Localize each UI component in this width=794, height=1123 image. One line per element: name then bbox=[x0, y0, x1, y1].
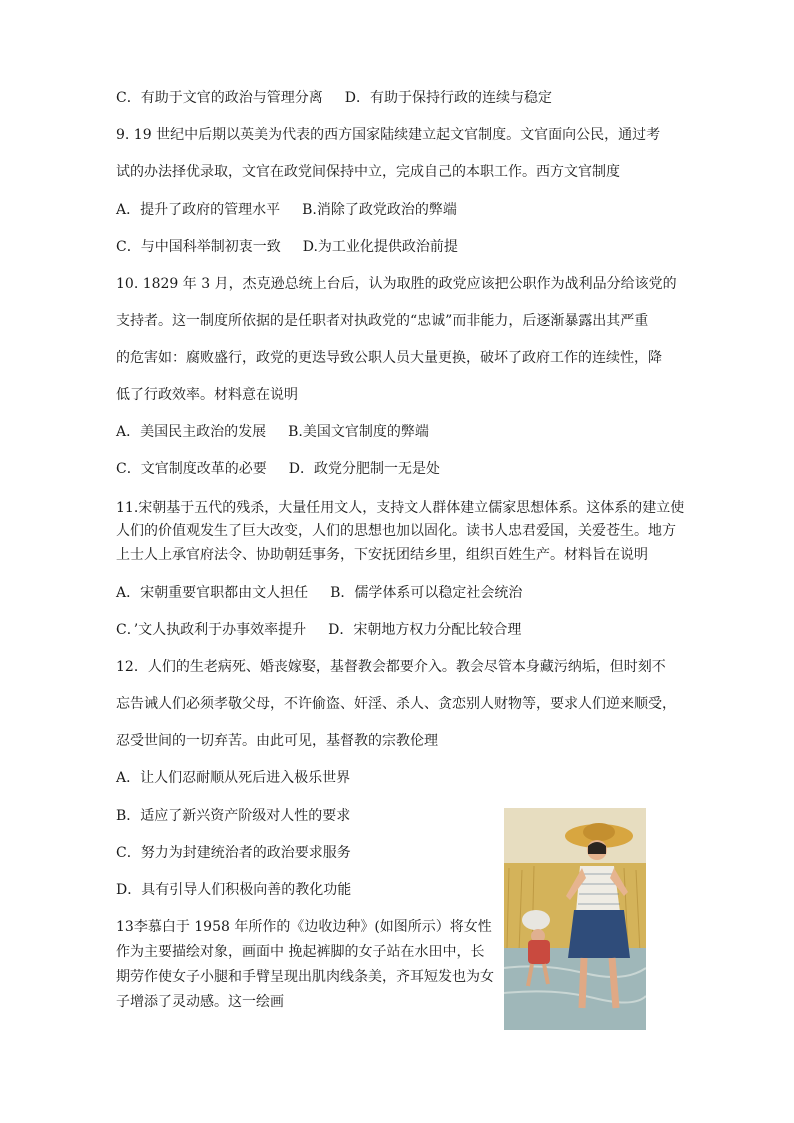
q8-option-d: D．有助于保持行政的连续与稳定 bbox=[344, 90, 552, 106]
q10-option-a: A．美国民主政治的发展 bbox=[116, 424, 267, 440]
q10-options-cd bbox=[116, 460, 440, 478]
q10-option-b: B.美国文官制度的弊端 bbox=[288, 424, 429, 440]
q10-option-d: D．政党分肥制一无是处 bbox=[288, 461, 440, 477]
q13-stem-line3: 期劳作使女子小腿和手臂呈现出肌肉线条美，齐耳短发也为女 bbox=[116, 969, 494, 985]
q11-stem-line3: 上士人上承官府法令、协助朝廷事务，下安抚团结乡里，组织百姓生产。材料旨在说明 bbox=[116, 547, 648, 563]
q11-option-a: A．宋朝重要官职都由文人担任 bbox=[116, 585, 309, 601]
q13-stem-line2: 作为主要描绘对象，画面中 挽起裤脚的女子站在水田中，长 bbox=[116, 944, 485, 960]
q11-option-c: C．’文人执政利于办事效率提升 bbox=[116, 622, 307, 638]
q8-options-cd bbox=[116, 89, 552, 107]
q11-options-cd bbox=[116, 621, 521, 639]
q12-option-a: A．让人们忍耐顺从死后进入极乐世界 bbox=[116, 770, 351, 786]
q10-stem-line4: 低了行政效率。材料意在说明 bbox=[116, 387, 298, 403]
painting-artwork bbox=[504, 808, 646, 1030]
q11-option-d: D．宋朝地方权力分配比较合理 bbox=[328, 622, 522, 638]
q11-stem-line1: 11.宋朝基于五代的残杀，大量任用文人，支持文人群体建立儒家思想体系。这体系的建立使 bbox=[116, 500, 685, 516]
q11-option-b: B．儒学体系可以稳定社会统治 bbox=[330, 585, 523, 601]
q10-stem-line1: 10. 1829 年 3 月，杰克逊总统上台后，认为取胜的政党应该把公职作为战利品分给该党的 bbox=[116, 276, 677, 292]
q12-option-b: B．适应了新兴资产阶级对人性的要求 bbox=[116, 808, 351, 824]
q11-stem-line2: 人们的价值观发生了巨大改变，人们的思想也加以固化。读书人忠君爱国，关爱苍生。地方 bbox=[116, 523, 676, 539]
q12-stem-line3: 忍受世间的一切弃苦。由此可见，基督教的宗教伦理 bbox=[116, 733, 438, 749]
q12-option-d: D．具有引导人们积极向善的教化功能 bbox=[116, 882, 352, 898]
q9-stem-line2: 试的办法择优录取，文官在政党间保持中立，完成自己的本职工作。西方文官制度 bbox=[116, 164, 620, 180]
q9-stem-line1: 9. 19 世纪中后期以英美为代表的西方国家陆续建立起文官制度。文官面向公民，通过考 bbox=[116, 127, 661, 143]
q9-options-ab bbox=[116, 201, 457, 219]
q12-option-c: C．努力为封建统治者的政治要求服务 bbox=[116, 845, 351, 861]
q10-stem-line3: 的危害如：腐败盛行，政党的更迭导致公职人员大量更换，破坏了政府工作的连续性，降 bbox=[116, 350, 662, 366]
q8-option-c: C．有助于文官的政治与管理分离 bbox=[116, 90, 323, 106]
q9-options-cd bbox=[116, 238, 458, 256]
q12-stem-line2: 忘告诫人们必须孝敬父母，不许偷盗、奸淫、杀人、贪恋别人财物等，要求人们逆来顺受， bbox=[116, 696, 676, 712]
q10-options-ab bbox=[116, 423, 429, 441]
q11-options-ab bbox=[116, 584, 522, 602]
q9-option-d: D.为工业化提供政治前提 bbox=[302, 239, 458, 255]
q9-option-b: B.消除了政党政治的弊端 bbox=[302, 202, 457, 218]
q13-stem-line4: 子增添了灵动感。这一绘画 bbox=[116, 994, 284, 1010]
q10-stem-line2: 支持者。这一制度所依据的是任职者对执政党的“忠诚”而非能力，后逐渐暴露出其严重 bbox=[116, 313, 649, 329]
q9-option-a: A．提升了政府的管理水平 bbox=[116, 202, 281, 218]
q12-stem-line1: 12．人们的生老病死、婚丧嫁娶，基督教会都要介入。教会尽管本身藏污纳垢，但时刻不 bbox=[116, 659, 666, 675]
q9-option-c: C．与中国科举制初衷一致 bbox=[116, 239, 281, 255]
q13-stem-line1: 13李慕白于 1958 年所作的《边收边种》(如图所示）将女性 bbox=[116, 919, 492, 935]
painting-illustration bbox=[504, 808, 646, 1030]
q10-option-c: C．文官制度改革的必要 bbox=[116, 461, 267, 477]
